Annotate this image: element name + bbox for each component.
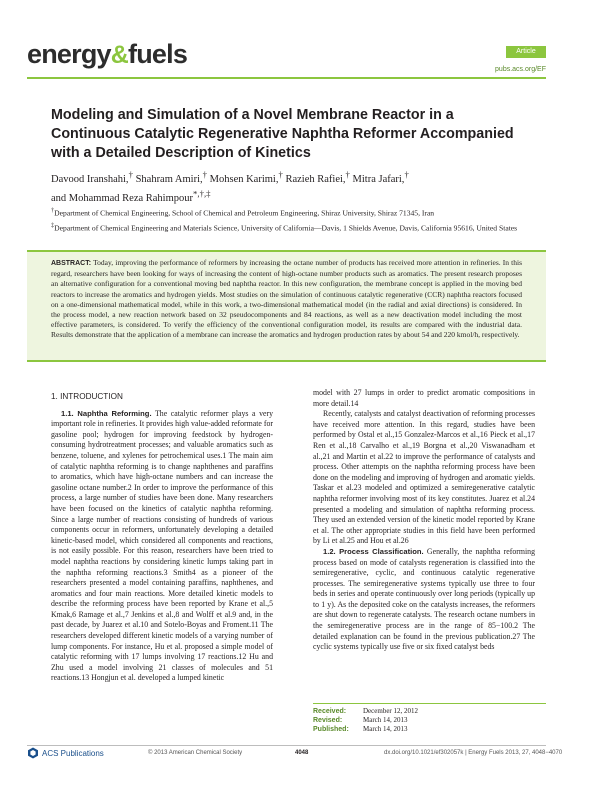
paragraph: 1.1. Naphtha Reforming. The catalytic reformer plays a very important role in refineries. It provides high value-added reformate for gasoline pool; hydrogen for improving feedstock by hydrogen-consuming hydrotreatment processes; and valuable aromatics such as benzene, toluene, and xylenes for petrochemical uses.1 The main aim of catalytic naphtha reforming is to change naphthenes and paraffins to aromatics, which have high-octane numbers and can increase the gasoline octane number.2 In order to improve the performance of this process, a large number of studies have been done. Many researchers have been focused on the kinetics of catalytic naphtha reforming. Since a large number of reactions consisting of hundreds of various components occur in reformers, unfortunately developing a detailed kinetic-based model, which considered all components and reactions, is not easily possible. For this reason, researchers have been tried to model naphtha reactions by considering kinetic lumps taking part in the naphtha reforming reactions.3 Smith4 as a pioneer of the researchers presented a model containing paraffins, naphthenes, and aromatics and four main reactions. More detailed kinetic models to describe the reforming process have been reported by Krane et al.,5 Kmak,6 Ramage et al.,7 Jenkins et al.,8 and Wolff et al.9 and, in the past decade, by Juarez et al.10 and Sotelo-Boyas and Froment.11 The researchers developed different kinetic models of a varying number of lump components. For instance, Hu et al. proposed a simple model of catalytic reforming with 17 lumps involving 17 reactions.12 Hu and Zhu used a model involving 21 classes of molecules and 51 reactions.13 Hongjun et al. developed a lumped kinetic — [51, 408, 274, 683]
paper-title: Modeling and Simulation of a Novel Membrane Reactor in a Continuous Catalytic Regenerative Naphtha Reformer Accompanied with a Detailed Description of Kinetics — [51, 107, 514, 161]
date-row: Published: March 14, 2013 — [313, 725, 408, 733]
author[interactable]: Razieh Rafiei,† — [285, 169, 350, 185]
affiliation: ‡Department of Chemical Engineering and Materials Science, University of California—Davis, 1 Shields Avenue, Davis, California 95616, United States — [51, 221, 518, 233]
author[interactable]: and Mohammad Reza Rahimpour*,†,‡ — [51, 188, 211, 204]
acs-hexagon-icon — [27, 747, 39, 759]
journal-url-link[interactable]: pubs.acs.org/EF — [495, 66, 546, 73]
publication-dates — [313, 707, 418, 734]
abstract-label: ABSTRACT: — [51, 260, 92, 267]
footer-divider — [27, 745, 546, 746]
copyright: © 2013 American Chemical Society — [148, 750, 243, 756]
logo-word-energy: energy — [27, 39, 111, 69]
journal-logo — [27, 39, 187, 70]
paragraph: model with 27 lumps in order to predict aromatic compositions in more detail.14 — [313, 388, 535, 408]
abstract-text: Today, improving the performance of reformers by increasing the octane number of products has received more attention in refineries. In this regard, researchers have been looking for ways of increasing the content of high-octane number products such as aromatics. The present research proposes an alternative configuration for a conventional moving bed naphtha reactor. In this new configuration, the membrane concept is applied in the moving bed reactors to increase the aromatics and hydrogen yields. Most studies on the simulation of continuous catalytic regenerative (CCR) naphtha reactors focused on a one-dimensional mathematical model, while in this work, a two-dimensional mathematical model (in the radial and axial directions) is considered. In the process model, a new reaction network based on 32 pseudocomponents and 84 reactions, as well as a new deactivation model including the most effective parameters, is considered. To verify the efficiency of the conventional configuration model, its results are compared with the industrial data. Results demonstrate that the application of a membrane can increase the aromatics and hydrogen production rates by about 54 and 220 kmol/h, respectively. — [51, 258, 522, 340]
subsection-heading: 1.1. Naphtha Reforming. — [61, 408, 152, 418]
logo-word-fuels: fuels — [128, 39, 188, 69]
author-list — [51, 167, 531, 206]
affiliation: †Department of Chemical Engineering, School of Chemical and Petroleum Engineering, Shiraz University, Shiraz 71345, Iran — [51, 207, 435, 218]
author[interactable]: Davood Iranshahi,† — [51, 169, 133, 185]
logo-ampersand: & — [110, 41, 129, 69]
author[interactable]: Mohsen Karimi,† — [209, 169, 283, 185]
date-row: Revised: March 14, 2013 — [313, 716, 408, 724]
right-column — [313, 388, 535, 653]
acs-publications-logo[interactable]: ACS Publications — [27, 747, 104, 759]
paragraph: 1.2. Process Classification. Generally, the naphtha reforming process based on mode of catalysts regeneration is classified into the semiregenerative, cyclic, and continuous catalytic regenerative processes. The semiregenerative systems typically use three to four beds in series and operate continuously over long periods (typically up to 1 y). As the deposited coke on the catalysts increases, the reformers are shut down to regenerate catalysts. The research octane numbers in the semiregenerative process are in the range of 85−100.2 The detailed explanation can be found in the previous publication.27 The cyclic systems typically use five or six fixed catalyst beds — [313, 546, 535, 652]
doi-citation[interactable]: dx.doi.org/10.1021/ef302057k | Energy Fuels 2013, 27, 4048−4070 — [384, 750, 563, 756]
paragraph: Recently, catalysts and catalyst deactivation of reforming processes have received more attention. In this regard, studies have been performed by Ostal et al.,15 Gonzalez-Marcos et al.,16 Pieck et al.,17 Ren et al.,18 Carvalho et al.,19 Borgna et al.,20 Viswanadham et al.,21 and Martin et al.22 to improve the performance of catalysts and process. Other attempts on the naphtha reforming process have been done on the modeling and improving of hydrogen and aromatic yields. Taskar et al.23 modeled and optimized a semiregenerative catalytic naphtha reformer involving most of its key constitutes. Juarez et al.24 presented a modeling and simulation of naphtha reforming process. They used an extended version of the kinetic model reported by Krane et al. The other appropriate studies in this field have been performed by Li et al.25 and Hou et al.26 — [313, 409, 535, 546]
dates-divider — [313, 703, 546, 704]
author[interactable]: Mitra Jafari,† — [352, 169, 409, 185]
left-column — [51, 392, 273, 684]
author[interactable]: Shahram Amiri,† — [135, 169, 208, 185]
section-heading-introduction: 1. INTRODUCTION — [51, 392, 123, 401]
subsection-heading: 1.2. Process Classification. — [323, 546, 424, 556]
article-type-badge: Article — [506, 46, 546, 58]
page-number: 4048 — [295, 750, 309, 756]
abstract — [27, 250, 546, 362]
header-divider — [27, 77, 546, 79]
affiliations — [51, 205, 546, 234]
date-row: Received: December 12, 2012 — [313, 707, 419, 715]
